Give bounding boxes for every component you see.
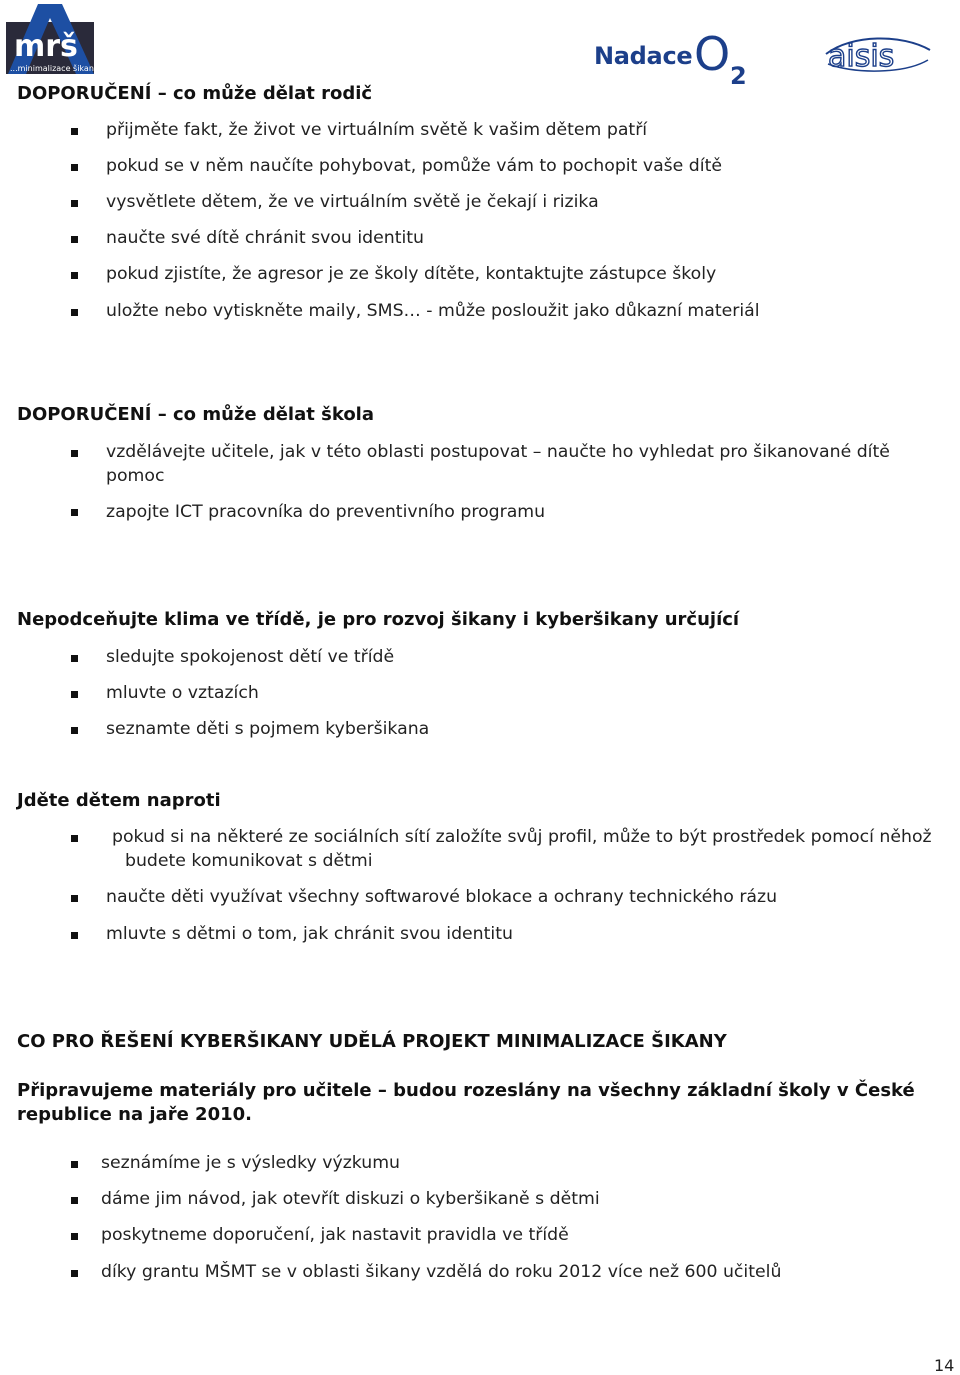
bullet-icon bbox=[71, 236, 78, 243]
bullet-icon bbox=[71, 128, 78, 135]
bullet-icon bbox=[71, 164, 78, 171]
list-item: přijměte fakt, že život ve virtuálním světě k vašim dětem patří bbox=[106, 120, 648, 140]
bullet-icon bbox=[71, 895, 78, 902]
bullet-icon bbox=[71, 1161, 78, 1168]
o2-mark: O bbox=[694, 28, 731, 81]
list-item: naučte své dítě chránit svou identitu bbox=[106, 228, 425, 248]
bullet-icon bbox=[71, 655, 78, 662]
section-heading-project: CO PRO ŘEŠENÍ KYBERŠIKANY UDĚLÁ PROJEKT MINIMALIZACE ŠIKANY bbox=[17, 1031, 727, 1052]
list-item: seznámíme je s výsledky výzkumu bbox=[101, 1153, 400, 1173]
bullet-icon bbox=[71, 691, 78, 698]
bullet-icon bbox=[71, 450, 78, 457]
mrs-logo bbox=[4, 4, 96, 76]
list-item: vzdělávejte učitele, jak v této oblasti postupovat – naučte ho vyhledat pro šikanované dítě pomoc bbox=[106, 442, 890, 486]
mrs-logo-word: mrš bbox=[14, 29, 78, 64]
section-heading-school: DOPORUČENÍ – co může dělat škola bbox=[17, 404, 375, 425]
list-item: naučte děti využívat všechny softwarové blokace a ochrany technického rázu bbox=[106, 887, 778, 907]
list-item: sledujte spokojenost dětí ve třídě bbox=[106, 647, 395, 667]
list-item: poskytneme doporučení, jak nastavit pravidla ve třídě bbox=[101, 1225, 569, 1245]
bullet-icon bbox=[71, 835, 78, 842]
list-item bbox=[112, 825, 954, 873]
bullet-icon bbox=[71, 200, 78, 207]
bullet-icon bbox=[71, 932, 78, 939]
o2-subscript: 2 bbox=[730, 62, 747, 90]
list-item: pokud se v něm naučíte pohybovat, pomůže vám to pochopit vaše dítě bbox=[106, 156, 722, 176]
list-item: mluvte o vztazích bbox=[106, 683, 259, 703]
page-number: 14 bbox=[934, 1356, 955, 1375]
list-item: dáme jim návod, jak otevřít diskuzi o kyberšikaně s dětmi bbox=[101, 1189, 600, 1209]
bullet-icon bbox=[71, 309, 78, 316]
list-item: díky grantu MŠMT se v oblasti šikany vzdělá do roku 2012 více než 600 učitelů bbox=[101, 1262, 782, 1282]
section-heading-parent: DOPORUČENÍ – co může dělat rodič bbox=[17, 83, 373, 104]
list-item: seznamte děti s pojmem kyberšikana bbox=[106, 719, 430, 739]
bullet-icon bbox=[71, 1233, 78, 1240]
bullet-icon bbox=[71, 1270, 78, 1277]
aisis-logo bbox=[822, 34, 934, 76]
section-heading-climate: Nepodceňujte klima ve třídě, je pro rozvoj šikany i kyberšikany určující bbox=[17, 609, 740, 630]
list-item: zapojte ICT pracovníka do preventivního programu bbox=[106, 502, 546, 522]
section-subheading-project: Připravujeme materiály pro učitele – budou rozeslány na všechny základní školy v České republice na jaře 2010. bbox=[17, 1080, 915, 1125]
bullet-icon bbox=[71, 727, 78, 734]
nadace-o2-label: Nadace bbox=[594, 42, 693, 70]
bullet-icon bbox=[71, 509, 78, 516]
mrs-logo-caption: ...minimalizace šikany bbox=[10, 64, 96, 73]
bullet-icon bbox=[71, 1197, 78, 1204]
list-item: pokud zjistíte, že agresor je ze školy dítěte, kontaktujte zástupce školy bbox=[106, 264, 717, 284]
list-item: vysvětlete dětem, že ve virtuálním světě je čekají i rizika bbox=[106, 192, 599, 212]
list-item: mluvte s dětmi o tom, jak chránit svou identitu bbox=[106, 924, 513, 944]
bullet-icon bbox=[71, 272, 78, 279]
nadace-o2-logo bbox=[594, 28, 764, 90]
list-item-text: pokud si na některé ze sociálních sítí založíte svůj profil, může to být prostředek pomocí něhož budete komunikovat s dětmi bbox=[112, 827, 932, 871]
section-heading-towards: Jděte dětem naproti bbox=[17, 790, 221, 811]
aisis-wordmark: aisis bbox=[828, 39, 895, 74]
list-item: uložte nebo vytiskněte maily, SMS… - může posloužit jako důkazní materiál bbox=[106, 301, 760, 321]
